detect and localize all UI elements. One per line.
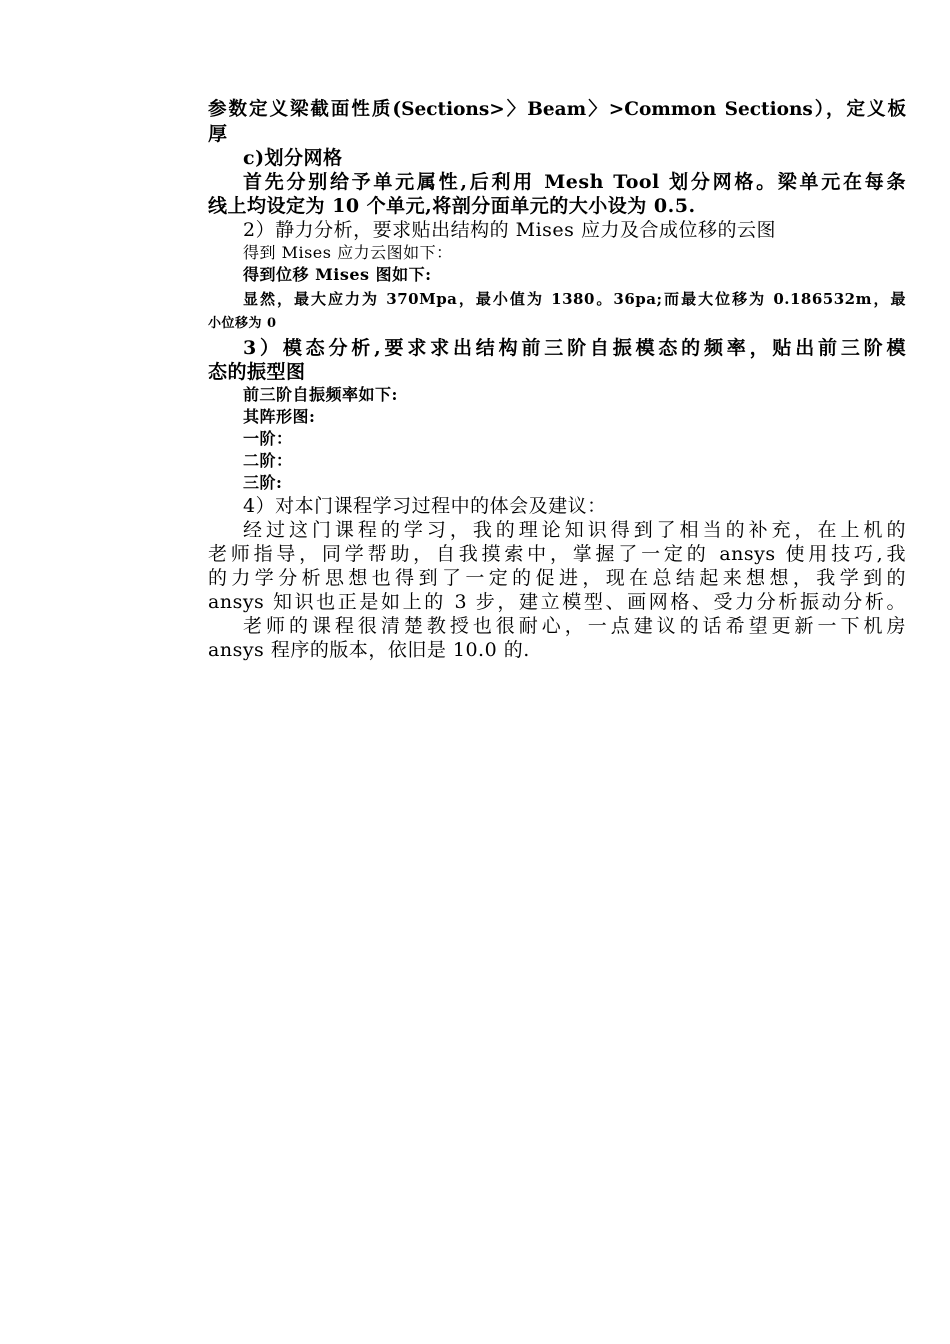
section-heading-4: 4）对本门课程学习过程中的体会及建议： bbox=[243, 495, 607, 517]
mode-label: 一阶： bbox=[243, 429, 293, 448]
section-heading-3: 3）模态分析,要求求出结构前三阶自振模态的频率，贴出前三阶模 bbox=[243, 337, 906, 359]
paragraph-line: 显然，最大应力为 370Mpa，最小值为 1380。36pa;而最大位移为 0.186532m，最 bbox=[243, 290, 906, 308]
paragraph-line: 得到 Mises 应力云图如下： bbox=[243, 243, 453, 262]
mode-label: 三阶: bbox=[243, 473, 283, 492]
paragraph-line: 得到位移 Mises 图如下: bbox=[243, 265, 432, 284]
paragraph-line: 厚 bbox=[208, 123, 228, 145]
document-page bbox=[208, 98, 906, 662]
paragraph-line: 小位移为 0 bbox=[208, 316, 277, 331]
paragraph-line: 老师的课程很清楚教授也很耐心，一点建议的话希望更新一下机房 bbox=[243, 615, 906, 637]
paragraph-line: 前三阶自振频率如下: bbox=[243, 385, 398, 404]
paragraph-line: 线上均设定为 10 个单元,将剖分面单元的大小设为 0.5. bbox=[208, 195, 696, 217]
paragraph-line: 参数定义梁截面性质(Sections>〉Beam〉>Common Sections），定义板 bbox=[208, 99, 906, 120]
section-heading-3-cont: 态的振型图 bbox=[208, 361, 306, 383]
paragraph-line: 首先分别给予单元属性,后利用 Mesh Tool 划分网格。梁单元在每条 bbox=[243, 171, 906, 193]
section-heading-c: c)划分网格 bbox=[243, 147, 343, 169]
paragraph-line: 的力学分析思想也得到了一定的促进，现在总结起来想想，我学到的 bbox=[208, 567, 906, 589]
paragraph-line: ansys 程序的版本，依旧是 10.0 的. bbox=[208, 639, 530, 661]
section-heading-2: 2）静力分析，要求贴出结构的 Mises 应力及合成位移的云图 bbox=[243, 219, 776, 241]
mode-label: 二阶： bbox=[243, 451, 293, 470]
paragraph-line: 其阵形图: bbox=[243, 407, 316, 426]
paragraph-line: 老师指导，同学帮助，自我摸索中，掌握了一定的 ansys 使用技巧,我 bbox=[208, 543, 906, 565]
paragraph-line: ansys 知识也正是如上的 3 步，建立模型、画网格、受力分析振动分析。 bbox=[208, 591, 906, 613]
paragraph-line: 经过这门课程的学习，我的理论知识得到了相当的补充，在上机的 bbox=[243, 519, 906, 541]
